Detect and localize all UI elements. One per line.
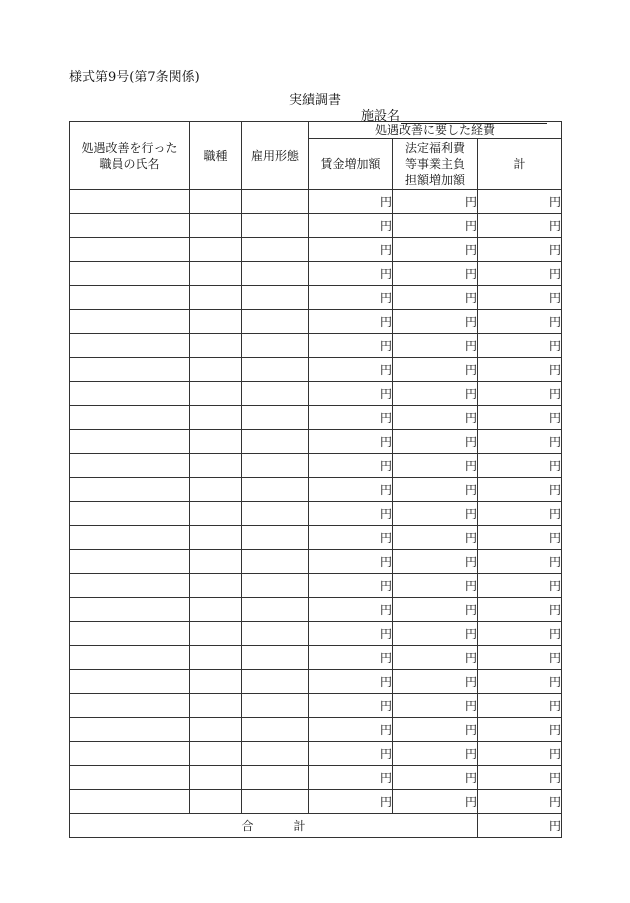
row-total-cell[interactable]: 円 [478, 214, 562, 238]
employment-type-cell[interactable] [242, 478, 309, 502]
job-type-cell[interactable] [190, 478, 242, 502]
wage-increase-cell[interactable]: 円 [309, 262, 393, 286]
employment-type-cell[interactable] [242, 286, 309, 310]
job-type-cell[interactable] [190, 550, 242, 574]
job-type-cell[interactable] [190, 238, 242, 262]
row-total-cell[interactable]: 円 [478, 478, 562, 502]
wage-increase-cell[interactable]: 円 [309, 382, 393, 406]
employment-type-header: 雇用形態 [242, 122, 309, 190]
employment-type-cell[interactable] [242, 214, 309, 238]
staff-name-cell[interactable] [70, 454, 190, 478]
job-type-cell[interactable] [190, 286, 242, 310]
wage-increase-cell[interactable]: 円 [309, 238, 393, 262]
table-row [70, 310, 562, 334]
employment-type-cell[interactable] [242, 574, 309, 598]
job-type-cell[interactable] [190, 646, 242, 670]
wage-increase-cell[interactable]: 円 [309, 190, 393, 214]
table-row [70, 502, 562, 526]
table-row [70, 214, 562, 238]
wage-increase-cell[interactable]: 円 [309, 478, 393, 502]
welfare-increase-cell[interactable]: 円 [393, 622, 478, 646]
table-row [70, 190, 562, 214]
welfare-increase-cell[interactable]: 円 [393, 670, 478, 694]
employment-type-cell[interactable] [242, 454, 309, 478]
staff-name-header-line2: 職員の氏名 [99, 156, 160, 171]
grand-total-label-2: 計 [293, 819, 306, 833]
welfare-increase-cell[interactable]: 円 [393, 478, 478, 502]
welfare-increase-cell[interactable]: 円 [393, 502, 478, 526]
wage-increase-cell[interactable]: 円 [309, 550, 393, 574]
welfare-increase-cell[interactable]: 円 [393, 766, 478, 790]
form-number-label: 様式第9号(第7条関係) [69, 70, 200, 85]
job-type-cell[interactable] [190, 670, 242, 694]
wage-increase-cell[interactable]: 円 [309, 358, 393, 382]
welfare-increase-cell[interactable]: 円 [393, 238, 478, 262]
row-total-cell[interactable]: 円 [478, 622, 562, 646]
job-type-cell[interactable] [190, 406, 242, 430]
table-row [70, 334, 562, 358]
wage-increase-cell[interactable]: 円 [309, 670, 393, 694]
staff-name-cell[interactable] [70, 670, 190, 694]
job-type-cell[interactable] [190, 430, 242, 454]
employment-type-cell[interactable] [242, 766, 309, 790]
staff-name-cell[interactable] [70, 214, 190, 238]
welfare-increase-cell[interactable]: 円 [393, 718, 478, 742]
employment-type-cell[interactable] [242, 406, 309, 430]
staff-name-cell[interactable] [70, 502, 190, 526]
staff-name-cell[interactable] [70, 478, 190, 502]
employment-type-cell[interactable] [242, 502, 309, 526]
row-total-cell[interactable]: 円 [478, 190, 562, 214]
table-row [70, 454, 562, 478]
staff-name-cell[interactable] [70, 382, 190, 406]
staff-name-cell[interactable] [70, 358, 190, 382]
table-body [70, 190, 562, 814]
staff-name-cell[interactable] [70, 310, 190, 334]
table-row [70, 790, 562, 814]
welfare-increase-cell[interactable]: 円 [393, 598, 478, 622]
table-row [70, 262, 562, 286]
employment-type-cell[interactable] [242, 694, 309, 718]
wage-increase-cell[interactable]: 円 [309, 406, 393, 430]
staff-name-cell[interactable] [70, 598, 190, 622]
table-row [70, 622, 562, 646]
welfare-increase-cell[interactable]: 円 [393, 526, 478, 550]
staff-name-cell[interactable] [70, 406, 190, 430]
staff-name-cell[interactable] [70, 430, 190, 454]
wage-increase-cell[interactable]: 円 [309, 742, 393, 766]
wage-increase-cell[interactable]: 円 [309, 766, 393, 790]
employment-type-cell[interactable] [242, 238, 309, 262]
row-total-cell[interactable]: 円 [478, 358, 562, 382]
welfare-increase-cell[interactable]: 円 [393, 742, 478, 766]
job-type-header: 職種 [190, 122, 242, 190]
employment-type-cell[interactable] [242, 262, 309, 286]
employment-type-cell[interactable] [242, 742, 309, 766]
table-row [70, 718, 562, 742]
job-type-cell[interactable] [190, 382, 242, 406]
job-type-cell[interactable] [190, 358, 242, 382]
row-total-cell[interactable]: 円 [478, 262, 562, 286]
employment-type-cell[interactable] [242, 718, 309, 742]
row-total-cell[interactable]: 円 [478, 790, 562, 814]
row-total-cell[interactable]: 円 [478, 574, 562, 598]
table-row [70, 742, 562, 766]
job-type-cell[interactable] [190, 598, 242, 622]
employment-type-cell[interactable] [242, 382, 309, 406]
job-type-cell[interactable] [190, 502, 242, 526]
wage-increase-cell[interactable]: 円 [309, 598, 393, 622]
row-total-cell[interactable]: 円 [478, 406, 562, 430]
wage-increase-cell[interactable]: 円 [309, 646, 393, 670]
employment-type-cell[interactable] [242, 190, 309, 214]
table-row [70, 598, 562, 622]
row-total-cell[interactable]: 円 [478, 310, 562, 334]
staff-name-cell[interactable] [70, 646, 190, 670]
row-total-cell[interactable]: 円 [478, 430, 562, 454]
wage-increase-cell[interactable]: 円 [309, 286, 393, 310]
employment-type-cell[interactable] [242, 334, 309, 358]
grand-total-label-1: 合 [241, 819, 254, 833]
row-total-cell[interactable]: 円 [478, 238, 562, 262]
table-row [70, 670, 562, 694]
staff-name-cell[interactable] [70, 334, 190, 358]
welfare-increase-cell[interactable]: 円 [393, 286, 478, 310]
grand-total-label [70, 814, 478, 838]
row-total-cell[interactable]: 円 [478, 454, 562, 478]
welfare-increase-cell[interactable]: 円 [393, 574, 478, 598]
welfare-header-line1: 法定福利費 [404, 141, 465, 155]
table-row [70, 286, 562, 310]
staff-name-cell[interactable] [70, 718, 190, 742]
table-row [70, 358, 562, 382]
welfare-increase-cell[interactable]: 円 [393, 790, 478, 814]
row-total-cell[interactable]: 円 [478, 742, 562, 766]
table-row [70, 646, 562, 670]
table-row [70, 382, 562, 406]
wage-increase-cell[interactable]: 円 [309, 430, 393, 454]
table-row [70, 574, 562, 598]
wage-increase-cell[interactable]: 円 [309, 622, 393, 646]
job-type-cell[interactable] [190, 718, 242, 742]
job-type-cell[interactable] [190, 574, 242, 598]
staff-name-cell[interactable] [70, 622, 190, 646]
welfare-increase-cell[interactable]: 円 [393, 694, 478, 718]
job-type-cell[interactable] [190, 214, 242, 238]
job-type-cell[interactable] [190, 526, 242, 550]
welfare-header-line3: 担額増加額 [404, 173, 465, 187]
wage-increase-cell[interactable]: 円 [309, 454, 393, 478]
expense-group-header: 処遇改善に要した経費 [309, 122, 562, 139]
welfare-increase-cell[interactable]: 円 [393, 310, 478, 334]
table-row [70, 406, 562, 430]
table-row [70, 238, 562, 262]
job-type-cell[interactable] [190, 310, 242, 334]
job-type-cell[interactable] [190, 742, 242, 766]
welfare-increase-cell[interactable]: 円 [393, 358, 478, 382]
row-total-cell[interactable]: 円 [478, 502, 562, 526]
staff-name-cell[interactable] [70, 694, 190, 718]
job-type-cell[interactable] [190, 790, 242, 814]
staff-name-cell[interactable] [70, 790, 190, 814]
staff-name-cell[interactable] [70, 190, 190, 214]
row-total-cell[interactable]: 円 [478, 718, 562, 742]
wage-increase-cell[interactable]: 円 [309, 502, 393, 526]
row-total-cell[interactable]: 円 [478, 526, 562, 550]
row-total-cell[interactable]: 円 [478, 766, 562, 790]
table-row [70, 766, 562, 790]
employment-type-cell[interactable] [242, 310, 309, 334]
employment-type-cell[interactable] [242, 790, 309, 814]
job-type-cell[interactable] [190, 766, 242, 790]
staff-name-cell[interactable] [70, 550, 190, 574]
staff-name-cell[interactable] [70, 526, 190, 550]
staff-name-cell[interactable] [70, 286, 190, 310]
wage-increase-cell[interactable]: 円 [309, 214, 393, 238]
job-type-cell[interactable] [190, 262, 242, 286]
row-total-cell[interactable]: 円 [478, 646, 562, 670]
row-total-cell[interactable]: 円 [478, 334, 562, 358]
job-type-cell[interactable] [190, 190, 242, 214]
document-title: 実績調書 [288, 93, 341, 108]
row-total-cell[interactable]: 円 [478, 550, 562, 574]
employment-type-cell[interactable] [242, 526, 309, 550]
employment-type-cell[interactable] [242, 358, 309, 382]
row-total-cell[interactable]: 円 [478, 286, 562, 310]
wage-increase-cell[interactable]: 円 [309, 694, 393, 718]
welfare-increase-cell[interactable]: 円 [393, 430, 478, 454]
welfare-increase-cell[interactable]: 円 [393, 382, 478, 406]
table-row [70, 694, 562, 718]
staff-name-cell[interactable] [70, 574, 190, 598]
staff-name-header [70, 122, 190, 190]
row-total-cell[interactable]: 円 [478, 598, 562, 622]
achievement-table [69, 121, 562, 838]
staff-name-cell[interactable] [70, 766, 190, 790]
employment-type-cell[interactable] [242, 670, 309, 694]
welfare-increase-cell[interactable]: 円 [393, 262, 478, 286]
wage-increase-cell[interactable]: 円 [309, 574, 393, 598]
employment-type-cell[interactable] [242, 646, 309, 670]
welfare-increase-cell[interactable]: 円 [393, 406, 478, 430]
welfare-increase-cell[interactable]: 円 [393, 334, 478, 358]
employment-type-cell[interactable] [242, 430, 309, 454]
staff-name-header-line1: 処遇改善を行った [81, 140, 178, 155]
wage-increase-cell[interactable]: 円 [309, 790, 393, 814]
grand-total-amount[interactable]: 円 [478, 814, 562, 838]
welfare-increase-cell[interactable]: 円 [393, 550, 478, 574]
row-total-cell[interactable]: 円 [478, 694, 562, 718]
welfare-increase-cell[interactable]: 円 [393, 214, 478, 238]
total-header: 計 [478, 139, 562, 190]
wage-increase-cell[interactable]: 円 [309, 334, 393, 358]
welfare-increase-cell[interactable]: 円 [393, 454, 478, 478]
staff-name-cell[interactable] [70, 742, 190, 766]
staff-name-cell[interactable] [70, 238, 190, 262]
table-row [70, 430, 562, 454]
table-row [70, 526, 562, 550]
wage-increase-cell[interactable]: 円 [309, 526, 393, 550]
welfare-increase-cell[interactable]: 円 [393, 190, 478, 214]
welfare-increase-header [393, 139, 478, 190]
wage-increase-cell[interactable]: 円 [309, 718, 393, 742]
employment-type-cell[interactable] [242, 622, 309, 646]
job-type-cell[interactable] [190, 334, 242, 358]
job-type-cell[interactable] [190, 694, 242, 718]
job-type-cell[interactable] [190, 454, 242, 478]
employment-type-cell[interactable] [242, 550, 309, 574]
wage-increase-header: 賃金増加額 [309, 139, 393, 190]
table-row [70, 478, 562, 502]
staff-name-cell[interactable] [70, 262, 190, 286]
facility-name-label: 施設名 [361, 109, 401, 124]
row-total-cell[interactable]: 円 [478, 670, 562, 694]
employment-type-cell[interactable] [242, 598, 309, 622]
job-type-cell[interactable] [190, 622, 242, 646]
welfare-increase-cell[interactable]: 円 [393, 646, 478, 670]
row-total-cell[interactable]: 円 [478, 382, 562, 406]
wage-increase-cell[interactable]: 円 [309, 310, 393, 334]
table-row [70, 550, 562, 574]
welfare-header-line2: 等事業主負 [404, 157, 465, 171]
